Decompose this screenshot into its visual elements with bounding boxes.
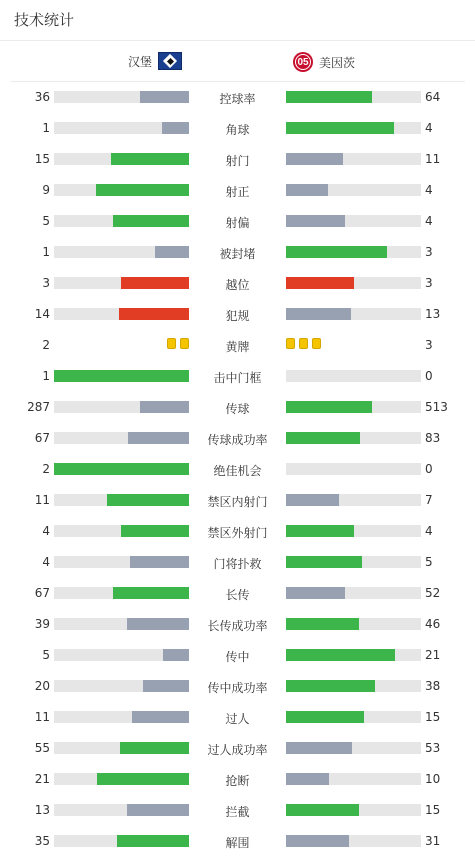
away-bar-fill [286,649,395,661]
away-bar-fill [286,494,339,506]
home-bar-track [54,122,189,134]
away-bar-fill [286,184,328,196]
home-bar-fill [121,525,189,537]
away-bar-track [286,401,421,413]
stat-row [0,640,475,671]
stat-row [0,454,475,485]
away-bar-fill [286,587,345,599]
away-value: 21 [425,648,441,662]
away-bar-track [286,153,421,165]
home-value: 20 [34,679,50,693]
away-value: 11 [425,152,441,166]
home-team-name: 汉堡 [127,54,152,69]
stat-row [0,206,475,237]
home-bar-track [54,742,189,754]
yellow-card-icon [286,338,295,349]
away-value: 4 [425,121,433,135]
stat-label: 长传 [225,588,250,602]
home-value: 14 [34,307,50,321]
home-value: 13 [34,803,50,817]
home-value: 55 [34,741,50,755]
away-bar-fill [286,91,372,103]
home-bar-fill [143,680,189,692]
home-bar-fill [54,370,189,382]
away-bar-track [286,184,421,196]
home-bar-fill [127,804,189,816]
away-value: 0 [425,369,433,383]
home-bar-fill [107,494,189,506]
stat-label: 被封堵 [219,247,256,261]
home-value: 5 [42,214,50,228]
stat-row [0,299,475,330]
stat-row [0,578,475,609]
home-bar-track [54,525,189,537]
home-bar-fill [119,308,189,320]
stat-label: 角球 [225,123,250,137]
away-bar-fill [286,122,394,134]
stat-row [0,609,475,640]
away-bar-track [286,618,421,630]
stat-label: 传中 [225,650,250,664]
away-bar-track [286,122,421,134]
away-bar-track [286,804,421,816]
home-value: 39 [34,617,50,631]
home-value: 1 [42,369,50,383]
away-bar-fill [286,618,359,630]
home-value: 2 [42,338,50,352]
away-bar-fill [286,215,345,227]
stat-row [0,764,475,795]
home-value: 4 [42,555,50,569]
away-value: 38 [425,679,441,693]
home-bar-track [54,91,189,103]
home-bar-track [54,494,189,506]
home-bar-fill [140,91,189,103]
away-bar-track [286,91,421,103]
away-bar-track [286,370,421,382]
home-bar-track [54,153,189,165]
away-value: 3 [425,276,433,290]
stat-row [0,175,475,206]
away-bar-track [286,246,421,258]
home-bar-fill [163,649,189,661]
away-bar-fill [286,153,343,165]
stat-row [0,361,475,392]
hamburg-crest-icon [158,52,182,70]
away-bar-track [286,215,421,227]
home-bar-fill [96,184,189,196]
home-bar-track [54,246,189,258]
home-bar-fill [54,463,189,475]
home-yellow-cards [167,338,189,349]
home-value: 2 [42,462,50,476]
away-bar-track [286,680,421,692]
stat-label: 禁区外射门 [207,526,268,540]
stat-label: 越位 [225,278,250,292]
stat-label: 禁区内射门 [207,495,268,509]
page-title: 技术统计 [14,11,75,29]
home-bar-fill [132,711,189,723]
home-bar-track [54,804,189,816]
header [0,0,475,41]
away-bar-fill [286,246,387,258]
home-value: 11 [34,710,50,724]
stat-row [0,82,475,113]
away-bar-fill [286,556,362,568]
stat-label: 过人 [225,712,250,726]
away-value: 52 [425,586,441,600]
home-bar-track [54,773,189,785]
stat-label: 抢断 [225,774,250,788]
away-team[interactable] [293,52,355,72]
home-bar-track [54,432,189,444]
away-value: 4 [425,183,433,197]
home-value: 5 [42,648,50,662]
home-value: 9 [42,183,50,197]
stat-row [0,795,475,826]
away-yellow-cards [286,338,321,349]
away-value: 5 [425,555,433,569]
away-bar-track [286,649,421,661]
stat-row [0,268,475,299]
home-bar-track [54,401,189,413]
away-bar-track [286,773,421,785]
away-value: 31 [425,834,441,848]
home-bar-fill [162,122,189,134]
stat-row [0,702,475,733]
teams-row [10,41,465,82]
home-bar-track [54,184,189,196]
away-bar-track [286,463,421,475]
away-bar-track [286,711,421,723]
away-bar-track [286,277,421,289]
stat-label: 黄牌 [225,340,250,354]
away-bar-track [286,308,421,320]
away-bar-fill [286,432,360,444]
home-value: 15 [34,152,50,166]
yellow-card-icon [180,338,189,349]
stat-label: 传球 [225,402,250,416]
home-bar-track [54,277,189,289]
home-bar-fill [121,277,189,289]
home-bar-track [54,835,189,847]
home-value: 21 [34,772,50,786]
stat-label: 解围 [225,836,250,850]
yellow-card-icon [299,338,308,349]
away-bar-track [286,835,421,847]
away-value: 46 [425,617,441,631]
stat-row [0,485,475,516]
home-value: 4 [42,524,50,538]
away-bar-fill [286,711,364,723]
home-bar-fill [128,432,189,444]
home-value: 11 [34,493,50,507]
away-bar-fill [286,401,372,413]
away-value: 3 [425,338,433,352]
stat-label: 拦截 [225,805,250,819]
stat-label: 绝佳机会 [213,464,262,478]
away-bar-track [286,494,421,506]
stat-row [0,113,475,144]
home-team[interactable] [128,52,182,70]
mainz-crest-icon: 05 [293,52,313,72]
away-value: 53 [425,741,441,755]
away-value: 64 [425,90,441,104]
home-bar-fill [127,618,189,630]
stat-row [0,516,475,547]
away-bar-track [286,525,421,537]
home-bar-fill [140,401,189,413]
away-bar-track [286,587,421,599]
yellow-card-icon [312,338,321,349]
home-bar-track [54,711,189,723]
stat-label: 过人成功率 [207,743,268,757]
stat-row [0,733,475,764]
stat-row [0,671,475,702]
stat-row [0,330,475,361]
home-bar-track [54,463,189,475]
home-bar-fill [130,556,189,568]
home-value: 67 [34,431,50,445]
home-value: 1 [42,121,50,135]
home-value: 35 [34,834,50,848]
away-value: 15 [425,710,441,724]
home-bar-fill [113,587,189,599]
home-value: 3 [42,276,50,290]
home-bar-fill [120,742,189,754]
home-value: 36 [34,90,50,104]
stat-row [0,237,475,268]
home-bar-fill [111,153,189,165]
away-value: 13 [425,307,441,321]
away-bar-fill [286,773,329,785]
away-value: 3 [425,245,433,259]
stat-label: 门将扑救 [213,557,262,571]
home-bar-track [54,215,189,227]
away-bar-fill [286,835,349,847]
stat-label: 传球成功率 [207,433,268,447]
away-bar-fill [286,277,354,289]
home-bar-track [54,618,189,630]
away-bar-fill [286,308,351,320]
home-bar-track [54,587,189,599]
stat-row [0,423,475,454]
stat-row [0,392,475,423]
stat-label: 控球率 [219,92,256,106]
stat-label: 射偏 [225,216,250,230]
stat-label: 击中门框 [213,371,262,385]
away-value: 7 [425,493,433,507]
home-bar-track [54,370,189,382]
away-bar-fill [286,742,352,754]
home-value: 67 [34,586,50,600]
stat-label: 传中成功率 [207,681,268,695]
away-value: 83 [425,431,441,445]
stat-label: 犯规 [225,309,250,323]
away-value: 513 [425,400,448,414]
away-value: 10 [425,772,441,786]
yellow-card-icon [167,338,176,349]
home-bar-fill [113,215,189,227]
away-bar-fill [286,804,359,816]
home-bar-fill [97,773,189,785]
stat-label: 长传成功率 [207,619,268,633]
home-bar-track [54,308,189,320]
stat-label: 射正 [225,185,250,199]
away-value: 15 [425,803,441,817]
away-value: 4 [425,214,433,228]
away-bar-track [286,556,421,568]
away-team-name: 美因茨 [319,55,356,70]
away-value: 4 [425,524,433,538]
home-bar-fill [155,246,189,258]
away-bar-track [286,432,421,444]
home-value: 1 [42,245,50,259]
home-bar-fill [117,835,189,847]
away-bar-fill [286,680,375,692]
stat-row [0,144,475,175]
stat-row [0,826,475,857]
stat-row [0,547,475,578]
home-bar-track [54,680,189,692]
home-value: 287 [27,400,50,414]
home-bar-track [54,556,189,568]
home-bar-track [54,649,189,661]
away-bar-track [286,742,421,754]
away-bar-fill [286,525,354,537]
stat-label: 射门 [225,154,250,168]
away-value: 0 [425,462,433,476]
